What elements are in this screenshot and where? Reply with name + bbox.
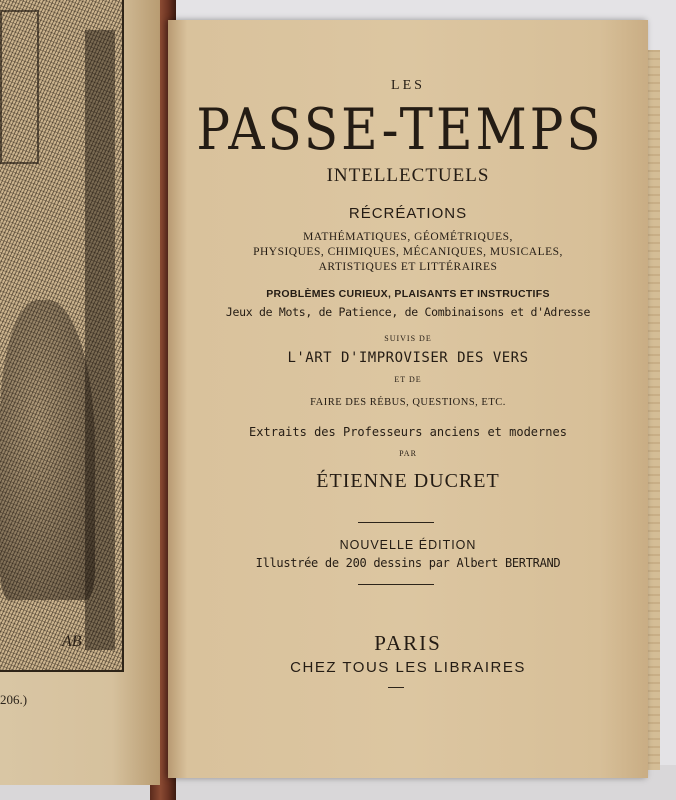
engraving-illustration (0, 0, 124, 672)
rebus-line: FAIRE DES RÉBUS, QUESTIONS, ETC. (310, 397, 506, 408)
problems-line: PROBLÈMES CURIEUX, PLAISANTS ET INSTRUCTIFS (266, 288, 550, 300)
by-label: PAR (399, 449, 417, 458)
edition-label: NOUVELLE ÉDITION (339, 538, 477, 552)
extracts-line: Extraits des Professeurs anciens et modernes (249, 425, 567, 439)
left-page-caption: 206.) (0, 692, 28, 707)
book-subtitle: INTELLECTUELS (326, 165, 490, 186)
author-name: ÉTIENNE DUCRET (316, 470, 500, 492)
subjects-line: PHYSIQUES, CHIMIQUES, MÉCANIQUES, MUSICALES, (253, 246, 563, 258)
left-page (0, 0, 160, 785)
games-line: Jeux de Mots, de Patience, de Combinaisons et d'Adresse (225, 305, 591, 319)
title-article: LES (391, 78, 425, 93)
engraver-monogram: AB (62, 633, 82, 650)
followed-by-label: SUIVIS DE (384, 334, 432, 343)
end-dash (388, 687, 404, 688)
engraving-picture-frame (0, 10, 39, 164)
publisher-city: PARIS (374, 631, 442, 655)
illustrator-line: Illustrée de 200 dessins par Albert BERTRAND (255, 556, 561, 570)
engraving-figure (0, 300, 95, 600)
divider-rule (358, 584, 434, 585)
publisher-name: CHEZ TOUS LES LIBRAIRES (290, 659, 526, 676)
subjects-list (168, 230, 648, 275)
and-label: ET DE (394, 375, 422, 384)
art-line: L'ART D'IMPROVISER DES VERS (287, 350, 529, 366)
subjects-line: MATHÉMATIQUES, GÉOMÉTRIQUES, (303, 231, 513, 243)
subjects-line: ARTISTIQUES ET LITTÉRAIRES (318, 261, 498, 273)
divider-rule (358, 522, 434, 523)
section-heading: RÉCRÉATIONS (348, 205, 468, 222)
book-title: PASSE-TEMPS (196, 96, 604, 163)
